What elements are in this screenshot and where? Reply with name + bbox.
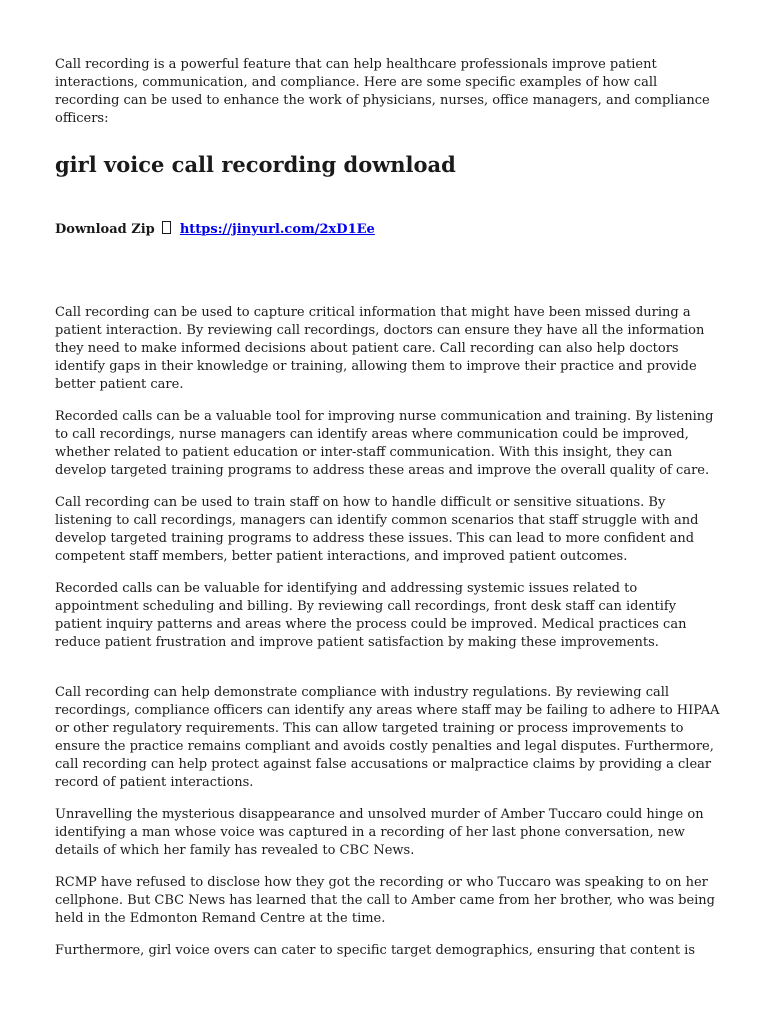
page-title: girl voice call recording download [55,152,456,177]
body-paragraph-7: RCMP have refused to disclose how they got the recording or who Tuccaro was speaking to on her cellphone. But CBC News has learned that the call to Amber came from her brother, who was being held in the Edmonton Remand Centre at the time. [55,875,715,926]
download-line [55,221,720,239]
intro-paragraph: Call recording is a powerful feature that can help healthcare professionals improve patient interactions, communication, and compliance. Here are some specific examples of how call recording can be used to enhance the work of physicians, nurses, office managers, and compliance officers: [55,57,710,126]
body-paragraph-8: Furthermore, girl voice overs can cater to specific target demographics, ensuring that content is [55,943,696,958]
download-link[interactable]: https://jinyurl.com/2xD1Ee [179,222,375,237]
arrow-glyph-icon [162,221,171,234]
body-paragraph-5: Call recording can help demonstrate compliance with industry regulations. By reviewing call recordings, compliance officers can identify any areas where staff may be failing to adhere to HIPAA or other regulatory requirements. This can allow targeted training or process improvements to ensure the practice remains compliant and avoids costly penalties and legal disputes. Furthermore, call recording can help protect against false accusations or malpractice claims by providing a clear record of patient interactions. [55,685,720,790]
body-paragraph-3: Call recording can be used to train staff on how to handle difficult or sensitive situations. By listening to call recordings, managers can identify common scenarios that staff struggle with and develop targeted training programs to address these issues. This can lead to more confident and competent staff members, better patient interactions, and improved patient outcomes. [55,495,699,564]
body-paragraph-1: Call recording can be used to capture critical information that might have been missed during a patient interaction. By reviewing call recordings, doctors can ensure they have all the information they need to make informed decisions about patient care. Call recording can also help doctors identify gaps in their knowledge or training, allowing them to improve their practice and provide better patient care. [55,305,705,392]
download-label: Download Zip [55,222,155,237]
body-paragraph-4: Recorded calls can be valuable for identifying and addressing systemic issues related to appointment scheduling and billing. By reviewing call recordings, front desk staff can identify patient inquiry patterns and areas where the process could be improved. Medical practices can reduce patient frustration and improve patient satisfaction by making these improvements. [55,581,687,650]
document-page [55,56,720,974]
body-paragraph-6: Unravelling the mysterious disappearance and unsolved murder of Amber Tuccaro could hinge on identifying a man whose voice was captured in a recording of her last phone conversation, new details of which her family has revealed to CBC News. [55,807,704,858]
body-paragraph-2: Recorded calls can be a valuable tool for improving nurse communication and training. By listening to call recordings, nurse managers can identify areas where communication could be improved, whether related to patient education or inter-staff communication. With this insight, they can develop targeted training programs to address these areas and improve the overall quality of care. [55,409,714,478]
